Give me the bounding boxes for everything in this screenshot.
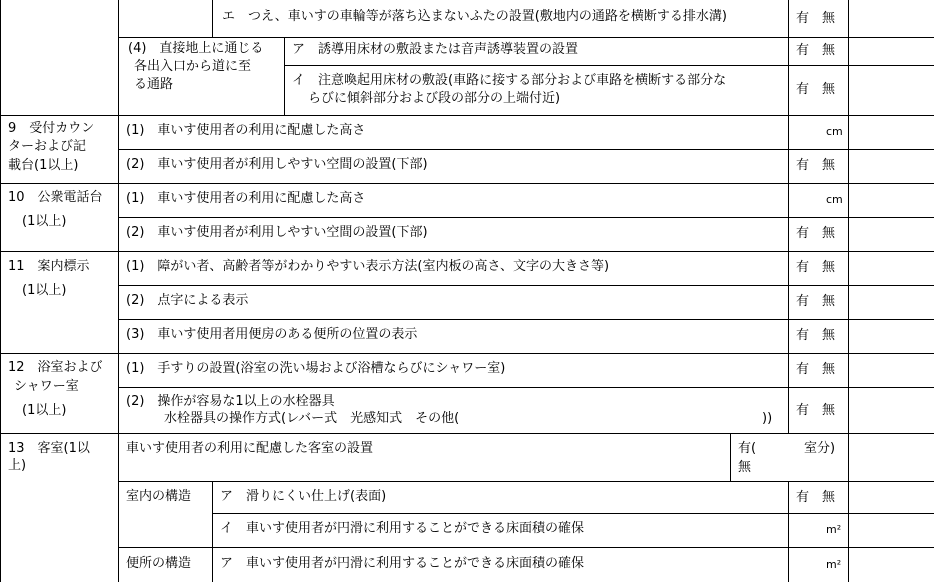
yes-no-options: 有 無	[796, 158, 836, 173]
s11-head-line1: 11 案内標示	[8, 259, 90, 274]
yes-no-options: 有 無	[796, 82, 836, 97]
s10-head-line1: 10 公衆電話台	[8, 190, 103, 205]
s13-room-label: 室内の構造	[126, 489, 192, 504]
s13-room-a-text: ア 滑りにくい仕上げ(表面)	[220, 489, 387, 504]
cell-s9-1-extra[interactable]	[848, 115, 934, 149]
cell-r4-a-extra[interactable]	[848, 37, 934, 65]
cell-s13-room-i-extra[interactable]	[848, 513, 934, 547]
s12-head-line3: (1以上)	[22, 403, 67, 418]
s12-1-text: (1) 手すりの設置(浴室の洗い場および浴槽ならびにシャワー室)	[126, 361, 506, 376]
s13-avail-yes: 有(	[738, 441, 757, 456]
s9-head-line1: 9 受付カウン	[8, 121, 95, 136]
unit-m2: m²	[826, 558, 842, 571]
s12-2-line1: (2) 操作が容易な1以上の水栓器具	[126, 394, 335, 409]
cell-s9-2-extra[interactable]	[848, 149, 934, 183]
yes-no-options: 有 無	[796, 226, 836, 241]
unit-m2: m²	[826, 523, 842, 536]
yes-no-options: 有 無	[796, 294, 836, 309]
s13-room-i-text: イ 車いす使用者が円滑に利用することができる床面積の確保	[220, 521, 585, 536]
r4-i-line2: らびに傾斜部分および段の部分の上端付近)	[308, 91, 561, 106]
cell-s11-1-extra[interactable]	[848, 251, 934, 285]
r4-head-line1: (4) 直接地上に通じる	[128, 41, 264, 56]
s12-2-close: ))	[762, 411, 773, 426]
yes-no-options: 有 無	[796, 403, 836, 418]
cell-s12-1-extra[interactable]	[848, 353, 934, 387]
cell-s10-1-extra[interactable]	[848, 183, 934, 217]
s9-head-line2: ターおよび記	[8, 139, 87, 154]
cell-prev-section-head	[0, 0, 118, 115]
s13-head-line2: 上)	[8, 458, 27, 473]
s11-3-text: (3) 車いす使用者用便房のある便所の位置の表示	[126, 327, 418, 342]
s9-2-text: (2) 車いす使用者が利用しやすい空間の設置(下部)	[126, 157, 428, 172]
s10-2-text: (2) 車いす使用者が利用しやすい空間の設置(下部)	[126, 225, 428, 240]
cell-prev-subhead	[118, 0, 212, 37]
yes-no-options: 有 無	[796, 328, 836, 343]
r4-head-line3: る通路	[134, 77, 174, 92]
cell-r4-i-extra[interactable]	[848, 65, 934, 115]
yes-no-options: 有 無	[796, 260, 836, 275]
yes-no-options: 有 無	[796, 43, 836, 58]
cell-s12-2-extra[interactable]	[848, 387, 934, 433]
r4-i-line1: イ 注意喚起用床材の敷設(車路に接する部分および車路を横断する部分な	[292, 73, 727, 88]
cell-s11-3-extra[interactable]	[848, 319, 934, 353]
s11-1-text: (1) 障がい者、高齢者等がわかりやすい表示方法(室内板の高さ、文字の大きさ等)	[126, 259, 610, 274]
cell-s13-room-a-extra[interactable]	[848, 481, 934, 513]
yes-no-options: 有 無	[796, 11, 836, 26]
cell-s10-2-extra[interactable]	[848, 217, 934, 251]
s9-head-line3: 載台(1以上)	[8, 158, 79, 173]
cell-s13-avail-extra[interactable]	[848, 433, 934, 481]
yes-no-options: 有 無	[796, 490, 836, 505]
cell-e-extra[interactable]	[848, 0, 934, 37]
item-e-text: エ つえ、車いすの車輪等が落ち込まないふたの設置(敷地内の通路を横断する排水溝)	[222, 9, 727, 24]
s13-avail-rooms: 室分)	[804, 441, 836, 456]
yes-no-options: 有 無	[796, 362, 836, 377]
cell-s11-2-extra[interactable]	[848, 285, 934, 319]
s10-head-line2: (1以上)	[22, 214, 67, 229]
unit-cm: cm	[826, 125, 843, 138]
r4-head-line2: 各出入口から道に至	[134, 59, 252, 74]
s13-main-text: 車いす使用者の利用に配慮した客室の設置	[126, 441, 374, 456]
unit-cm: cm	[826, 193, 843, 206]
s11-head-line2: (1以上)	[22, 283, 67, 298]
r4-a-text: ア 誘導用床材の敷設または音声誘導装置の設置	[292, 42, 579, 57]
s12-head-line2: シャワー室	[14, 379, 79, 394]
s12-head-line1: 12 浴室および	[8, 360, 103, 375]
s13-toilet-label: 便所の構造	[126, 556, 192, 571]
s12-2-line2: 水栓器具の操作方式(レバー式 光感知式 その他(	[164, 411, 460, 426]
s13-toilet-a-text: ア 車いす使用者が円滑に利用することができる床面積の確保	[220, 556, 585, 571]
s9-1-text: (1) 車いす使用者の利用に配慮した高さ	[126, 123, 366, 138]
s10-1-text: (1) 車いす使用者の利用に配慮した高さ	[126, 191, 366, 206]
s11-2-text: (2) 点字による表示	[126, 293, 249, 308]
cell-s13-toilet-a-extra[interactable]	[848, 547, 934, 582]
s13-avail-no: 無	[738, 460, 752, 475]
s13-head-line1: 13 客室(1以	[8, 441, 90, 456]
